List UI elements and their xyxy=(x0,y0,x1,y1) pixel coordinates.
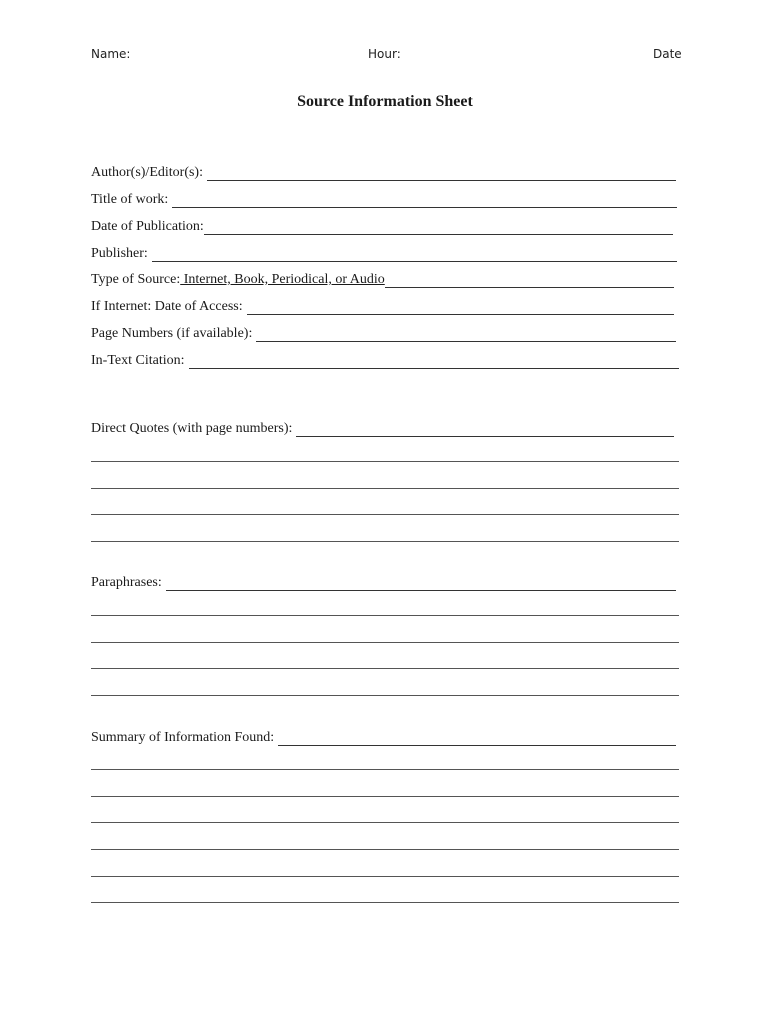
page-title: Source Information Sheet xyxy=(297,93,473,110)
access-date-label: If Internet: Date of Access: xyxy=(91,299,243,314)
paraphrases-field[interactable] xyxy=(91,573,676,591)
paraphrases-line-4[interactable] xyxy=(91,695,679,696)
direct-quotes-line-2[interactable] xyxy=(91,488,679,489)
page-numbers-input-line[interactable] xyxy=(256,327,676,342)
direct-quotes-line-4[interactable] xyxy=(91,541,679,542)
page-numbers-label: Page Numbers (if available): xyxy=(91,326,253,341)
paraphrases-line-1[interactable] xyxy=(91,615,679,616)
source-type-input-line[interactable] xyxy=(493,273,674,288)
author-field[interactable] xyxy=(91,163,676,181)
summary-line-3[interactable] xyxy=(91,822,679,823)
summary-field[interactable] xyxy=(91,728,676,746)
summary-line-1[interactable] xyxy=(91,769,679,770)
title-field[interactable] xyxy=(91,190,677,208)
publication-date-input-line[interactable] xyxy=(204,220,673,235)
summary-input-line[interactable] xyxy=(278,731,676,746)
summary-line-4[interactable] xyxy=(91,849,679,850)
source-type-options: Internet, Book, Periodical, or Audio xyxy=(180,272,385,287)
citation-label: In-Text Citation: xyxy=(91,353,185,368)
publication-date-label: Date of Publication: xyxy=(91,219,204,234)
name-label: Name: xyxy=(91,47,131,61)
summary-line-5[interactable] xyxy=(91,876,679,877)
direct-quotes-line-3[interactable] xyxy=(91,514,679,515)
publisher-field[interactable] xyxy=(91,244,677,262)
direct-quotes-label: Direct Quotes (with page numbers): xyxy=(91,421,293,436)
source-type-field[interactable] xyxy=(91,270,674,288)
title-input-line[interactable] xyxy=(172,193,677,208)
page-numbers-field[interactable] xyxy=(91,324,676,342)
summary-line-2[interactable] xyxy=(91,796,679,797)
direct-quotes-line-1[interactable] xyxy=(91,461,679,462)
date-label: Date xyxy=(653,47,682,61)
paraphrases-line-2[interactable] xyxy=(91,642,679,643)
paraphrases-label: Paraphrases: xyxy=(91,575,162,590)
source-type-line[interactable] xyxy=(385,273,493,288)
citation-input-line[interactable] xyxy=(189,354,679,369)
paraphrases-input-line[interactable] xyxy=(166,576,676,591)
source-type-label: Type of Source: xyxy=(91,272,181,287)
summary-label: Summary of Information Found: xyxy=(91,730,275,745)
access-date-field[interactable] xyxy=(91,297,674,315)
hour-label: Hour: xyxy=(368,47,401,61)
publisher-input-line[interactable] xyxy=(152,247,677,262)
direct-quotes-field[interactable] xyxy=(91,419,674,437)
access-date-input-line[interactable] xyxy=(247,300,674,315)
title-label: Title of work: xyxy=(91,192,169,207)
citation-field[interactable] xyxy=(91,351,679,369)
publication-date-field[interactable] xyxy=(91,217,673,235)
paraphrases-line-3[interactable] xyxy=(91,668,679,669)
summary-line-6[interactable] xyxy=(91,902,679,903)
author-label: Author(s)/Editor(s): xyxy=(91,165,203,180)
publisher-label: Publisher: xyxy=(91,246,148,261)
author-input-line[interactable] xyxy=(207,166,676,181)
direct-quotes-input-line[interactable] xyxy=(296,422,674,437)
